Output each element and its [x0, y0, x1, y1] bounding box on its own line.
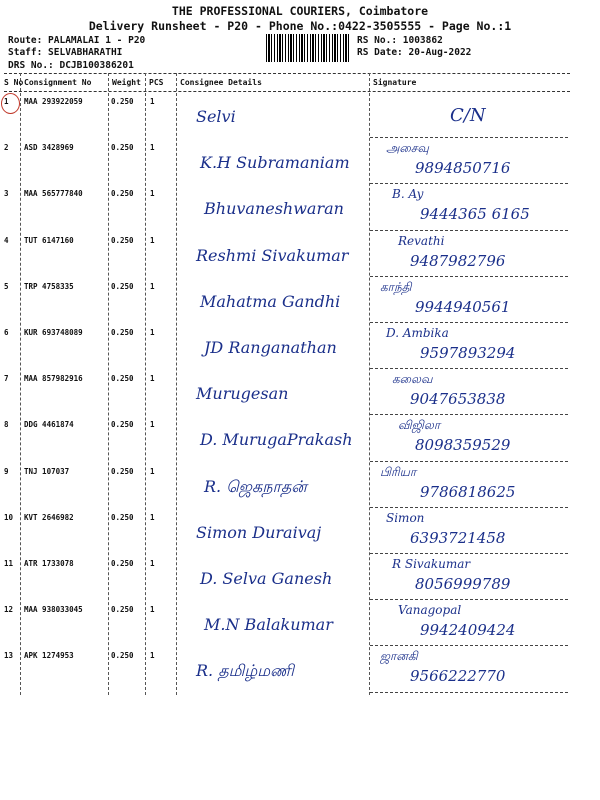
table-row [0, 185, 600, 231]
row-sno: 1 [4, 97, 9, 106]
row-phone: 9566222770 [410, 667, 506, 686]
table-row [0, 647, 600, 693]
row-separator [370, 692, 568, 693]
row-consignment-no: MAA 857982916 [24, 374, 83, 384]
row-consignment-no: TNJ 107037 [24, 466, 70, 476]
row-weight: 0.250 [111, 143, 134, 153]
row-phone: 9894850716 [415, 159, 511, 178]
table-row [0, 93, 600, 139]
staff-label: Staff: SELVABHARATHI [8, 47, 123, 58]
row-consignee-name: Mahatma Gandhi [200, 291, 341, 311]
table-row [0, 232, 600, 278]
row-consignee-name: M.N Balakumar [204, 615, 333, 635]
row-separator [370, 599, 568, 600]
row-weight: 0.250 [111, 605, 134, 615]
table-row [0, 370, 600, 416]
row-consignee-name: Simon Duraivaj [196, 522, 322, 542]
row-signature: Vanagopal [398, 603, 462, 618]
row-consignment-no: ASD 3428969 [24, 143, 74, 153]
row-separator [370, 322, 568, 323]
row-phone: 9487982796 [410, 251, 506, 270]
row-sno: 2 [4, 143, 9, 153]
row-separator [370, 553, 568, 554]
row-signature: R Sivakumar [392, 557, 471, 571]
row-consignee-name: D. MurugaPrakash [200, 430, 353, 450]
row-sno: 3 [4, 189, 9, 199]
row-sno: 12 [4, 605, 14, 615]
row-sno: 7 [4, 374, 9, 384]
row-weight: 0.250 [111, 374, 134, 384]
route-label: Route: PALAMALAI 1 - P20 [8, 35, 146, 46]
row-sno: 11 [4, 559, 14, 568]
row-consignee-name: Reshmi Sivakumar [196, 245, 349, 265]
row-signature: Simon [386, 510, 425, 525]
row-consignee-name: R. தமிழ்மணி [196, 661, 294, 681]
table-row [0, 324, 600, 370]
row-phone: 9444365 6165 [420, 205, 530, 224]
title-line-company: THE PROFESSIONAL COURIERS, Coimbatore [171, 4, 429, 18]
row-separator [370, 183, 568, 184]
row-separator [370, 137, 568, 138]
row-pcs: 1 [150, 235, 155, 245]
row-consignment-no: TRP 4758335 [24, 281, 74, 291]
row-weight: 0.250 [111, 420, 134, 430]
header-rule-top [4, 73, 570, 74]
row-pcs: 1 [150, 512, 155, 522]
row-sno: 5 [4, 281, 9, 291]
row-phone: 9786818625 [420, 482, 516, 501]
row-signature: Revathi [398, 233, 445, 248]
rs-date: RS Date: 20-Aug-2022 [357, 47, 472, 58]
row-phone: 8056999789 [415, 575, 511, 593]
row-signature: காந்தி [380, 279, 412, 294]
table-row [0, 416, 600, 462]
row-consignee-name: Bhuvaneshwaran [204, 199, 344, 219]
row-sno: 9 [4, 466, 9, 476]
col-header-pcs: PCS [149, 78, 164, 87]
header-rule-bottom [4, 91, 570, 92]
row-consignment-no: TUT 6147160 [24, 235, 74, 245]
row-weight: 0.250 [111, 328, 134, 337]
table-row [0, 555, 600, 601]
row-sno: 4 [4, 235, 9, 245]
row-pcs: 1 [150, 559, 155, 568]
row-consignee-name: R. ஜெகநாதன் [204, 476, 307, 496]
row-separator [370, 461, 568, 462]
row-pcs: 1 [150, 605, 155, 615]
row-weight: 0.250 [111, 235, 134, 245]
table-row [0, 278, 600, 324]
row-consignment-no: ATR 1733078 [24, 559, 74, 568]
table-row [0, 463, 600, 509]
row-weight: 0.250 [111, 559, 134, 568]
row-consignment-no: MAA 938033045 [24, 605, 83, 615]
row-pcs: 1 [150, 651, 155, 661]
row-weight: 0.250 [111, 512, 134, 522]
row-signature: பிரியா [380, 464, 417, 479]
row-signature: ஜானகி [380, 649, 418, 664]
row-consignment-no: APK 1274953 [24, 651, 74, 661]
row-pcs: 1 [150, 143, 155, 153]
row-separator [370, 368, 568, 369]
row-weight: 0.250 [111, 651, 134, 661]
row-separator [370, 276, 568, 277]
row-sno: 10 [4, 512, 14, 522]
row-sno: 8 [4, 420, 9, 430]
row-weight: 0.250 [111, 281, 134, 291]
row-separator [370, 414, 568, 415]
row-phone: 9942409424 [420, 621, 516, 640]
col-header-signature: Signature [373, 78, 417, 87]
row-pcs: 1 [150, 97, 155, 106]
row-phone: 9944940561 [415, 297, 511, 316]
barcode-image [266, 34, 350, 62]
col-header-consignee: Consignee Details [180, 78, 262, 87]
row-signature: B. Ay [392, 187, 424, 202]
row-phone: 9597893294 [420, 344, 516, 362]
col-header-weight: Weight [112, 78, 141, 87]
row-pcs: 1 [150, 420, 155, 430]
row-consignee-name: Selvi [196, 107, 236, 126]
row-pcs: 1 [150, 328, 155, 337]
row-pcs: 1 [150, 466, 155, 476]
row-sno: 6 [4, 328, 9, 337]
row-separator [370, 507, 568, 508]
table-row [0, 139, 600, 185]
row-pcs: 1 [150, 374, 155, 384]
row-phone: 6393721458 [410, 528, 506, 547]
row-signature: D. Ambika [386, 326, 449, 340]
row-sno: 13 [4, 651, 14, 661]
row-consignee-name: JD Ranganathan [204, 338, 337, 357]
row-phone: 9047653838 [410, 390, 506, 409]
row-signature: அசைவு [386, 141, 429, 156]
row-separator [370, 645, 568, 646]
row-consignee-name: K.H Subramaniam [200, 153, 350, 173]
row-consignee-name: Murugesan [196, 384, 289, 404]
runsheet-title [0, 4, 600, 34]
row-phone: 8098359529 [415, 436, 511, 455]
row-consignment-no: DDG 4461874 [24, 420, 74, 430]
row-signature: C/N [450, 105, 486, 126]
row-weight: 0.250 [111, 97, 134, 106]
row-weight: 0.250 [111, 466, 134, 476]
row-consignment-no: MAA 293922059 [24, 97, 83, 106]
rs-number: RS No.: 1003862 [357, 35, 443, 46]
row-pcs: 1 [150, 189, 155, 199]
row-consignment-no: KUR 693748089 [24, 328, 83, 337]
row-consignee-name: D. Selva Ganesh [200, 569, 333, 588]
row-separator [370, 230, 568, 231]
table-row [0, 601, 600, 647]
drs-label: DRS No.: DCJB100386201 [8, 60, 134, 71]
col-header-sno: S No [4, 78, 24, 87]
row-consignment-no: KVT 2646982 [24, 512, 74, 522]
row-signature: கலைவ [392, 372, 433, 387]
row-weight: 0.250 [111, 189, 134, 199]
table-row [0, 509, 600, 555]
col-header-consignment: Consignment No [24, 78, 92, 87]
row-signature: விஜிலா [398, 418, 441, 433]
row-consignment-no: MAA 565777840 [24, 189, 83, 199]
row-pcs: 1 [150, 281, 155, 291]
title-line-runsheet: Delivery Runsheet - P20 - Phone No.:0422-3505555 - Page No.:1 [88, 19, 512, 33]
